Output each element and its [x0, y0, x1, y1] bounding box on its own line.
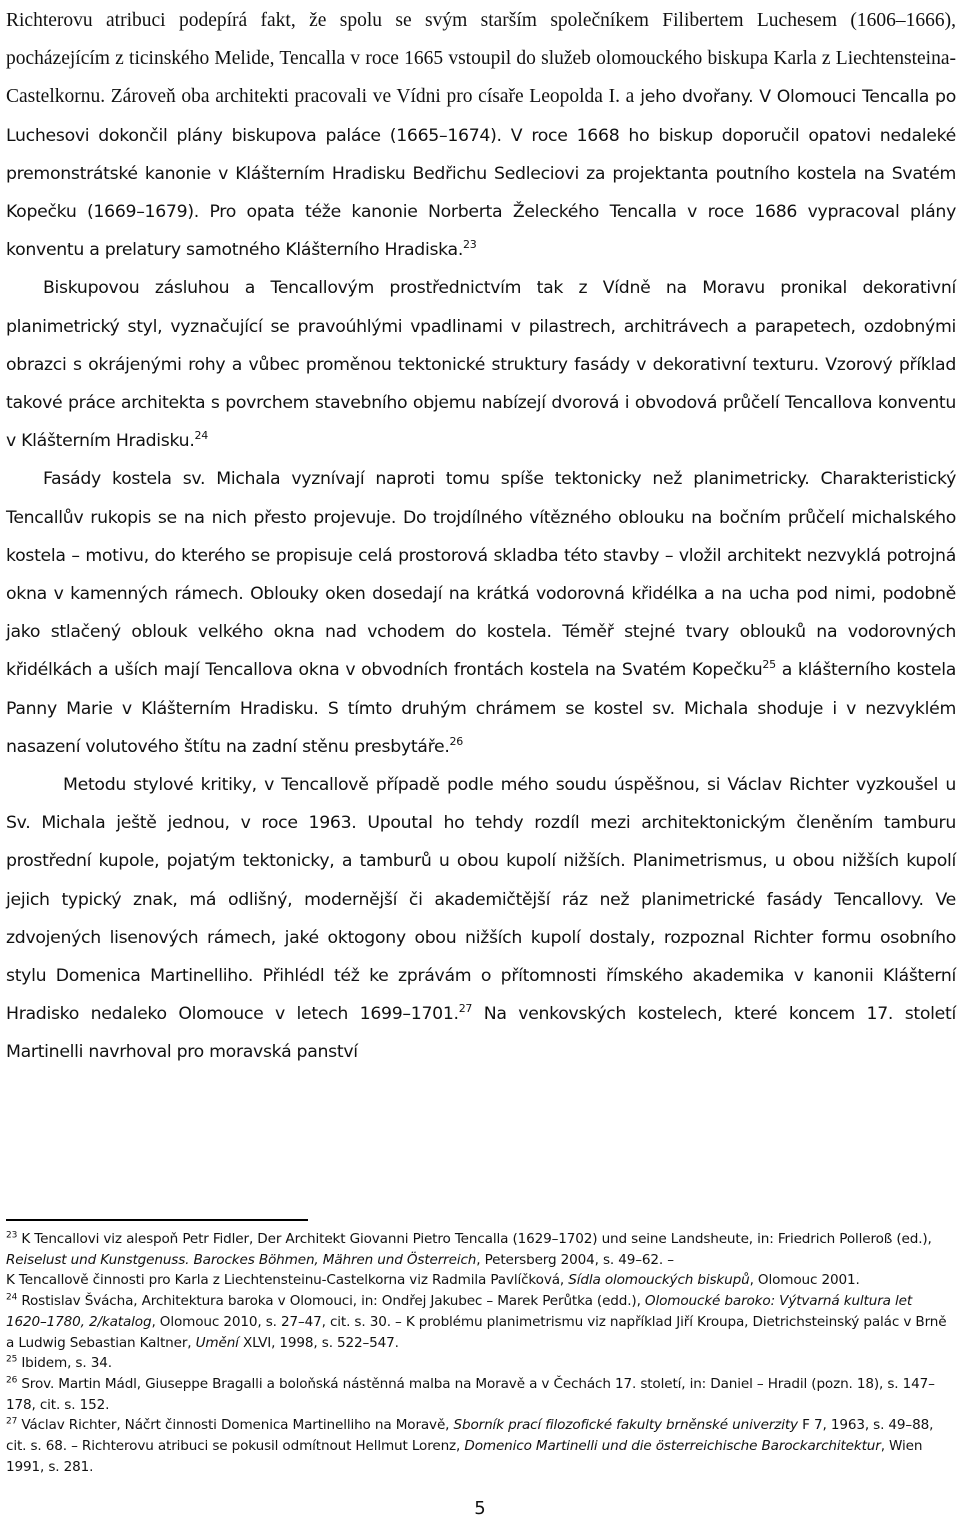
- footnote-text: Srov. Martin Mádl, Giuseppe Bragalli a boloňská nástěnná malba na Moravě a v Čechách 17. století, in: Daniel – Hradil (pozn. 18), s. 147–178, cit. s. 152.: [6, 1375, 935, 1413]
- footnote-text: K Tencallově činnosti pro Karla z Liechtensteinu-Castelkorna viz Radmila Pavlíčková,: [6, 1272, 565, 1289]
- paragraph-3-text-a: Fasády kostela sv. Michala vyznívají naproti tomu spíše tektonicky než planimetricky. Charakteristický Tencallův rukopis se na nich přesto projevuje. Do trojdílného vítězného oblouku na bočním průčelí michalského kostela – motivu, do kterého se propisuje celá prostorová skladba této stavby – vložil architekt nezvyklá potrojná okna v kamenných rámech. Oblouky oken dosedají na krátká vodorovná křidélka a na ucha pod nimi, podobně jako stlačený oblouk velkého okna nad vchodem do kostela. Téměř stejné tvary oblouků na vodorovných křidélkách a uších mají Tencallova okna v obvodních frontách kostela na Svatém Kopečku: [6, 469, 956, 681]
- footnote-text: , Wien 1991, s. 281.: [6, 1438, 923, 1475]
- footnote-ref-27[interactable]: 27: [458, 1002, 473, 1016]
- footnote-number: 25: [6, 1354, 18, 1365]
- footnote-23: [6, 1229, 954, 1291]
- footnote-ref-23[interactable]: 23: [463, 238, 477, 252]
- footnote-text: Rostislav Švácha, Architektura baroka v Olomouci, in: Ondřej Jakubec – Marek Perůtka (edd.),: [21, 1293, 641, 1310]
- page-number: 5: [474, 1498, 486, 1519]
- footnote-number: 24: [6, 1292, 18, 1303]
- footnote-number: 23: [6, 1230, 18, 1241]
- footnote-27: [6, 1415, 954, 1477]
- footnote-title-italic: Olomoucké baroko: Výtvarná kultura let 1620–1780, 2/katalog: [6, 1293, 912, 1330]
- footnote-title-italic: Reiselust und Kunstgenuss. Barockes Böhmen, Mähren und Österreich: [6, 1251, 477, 1268]
- body-text: [6, 2, 956, 1072]
- footnote-text: , Olomouc 2010, s. 27–47, cit. s. 30. – K problému planimetrismu viz například Jiří Kroupa, Dietrichsteinský palác v Brně a Ludwig Sebastian Kaltner,: [6, 1313, 947, 1351]
- paragraph-4: [6, 766, 956, 1072]
- paragraph-4-text-a: Metodu stylové kritiky, v Tencallově případě podle mého soudu úspěšnou, si Václav Richter vyzkoušel u Sv. Michala ještě jednou, v roce 1963. Upoutal ho tehdy rozdíl mezi architektonickým členěním tamburu prostřední kupole, pojatým tektonicky, a tamburů u obou kupolí nižších. Planimetrismus, u obou nižších kupolí jejich typický znak, má odlišný, modernější či akademičtější ráz než planimetrické fasády Tencallovy. Ve zdvojených lisenových rámech, jaké oktogony obou nižších kupolí dostaly, rozpoznal Richter formu osobního stylu Domenica Martinelliho. Přihlédl též ke zprávám o přítomnosti římského akademika v kanonii Klášterní Hradisko nedaleko Olomouce v letech 1699–1701.: [6, 775, 956, 1025]
- footnote-number: 26: [6, 1375, 18, 1386]
- footnote-text: Václav Richter, Náčrt činnosti Domenica Martinelliho na Moravě,: [21, 1417, 450, 1434]
- paragraph-1-sans-part: jeho dvořany. V Olomouci Tencalla po Luchesovi dokončil plány biskupova paláce (1665–1674). V roce 1668 ho biskup doporučil opatovi nedaleké premonstrátské kanonie v Klášterním Hradisku Bedřichu Sedleciovi za projektanta poutního kostela na Svatém Kopečku (1669–1679). Pro opata téže kanonie Norberta Želeckého Tencalla v roce 1686 vypracoval plány konventu a prelatury samotného Klášterního Hradiska.: [6, 87, 956, 261]
- footnote-text: Ibidem, s. 34.: [21, 1355, 112, 1372]
- footnote-ref-25[interactable]: 25: [762, 658, 776, 672]
- paragraph-4-text-b: Na venkovských kostelech, které koncem 17. století Martinelli navrhoval pro moravská panství: [6, 1004, 956, 1063]
- footnote-text: K Tencallovi viz alespoň Petr Fidler, Der Architekt Giovanni Pietro Tencalla (1629–1702) und seine Landsheute, in: Friedrich Polleroß (ed.),: [21, 1231, 932, 1247]
- footnote-text: , Olomouc 2001.: [749, 1272, 860, 1289]
- paragraph-1: [6, 2, 956, 269]
- footnote-text: , Petersberg 2004, s. 49–62. –: [476, 1251, 674, 1268]
- footnote-26: [6, 1374, 954, 1415]
- footnote-24: [6, 1291, 954, 1353]
- footnote-number: 27: [6, 1416, 18, 1427]
- footnote-separator: [6, 1219, 308, 1221]
- footnote-ref-26[interactable]: 26: [449, 735, 463, 749]
- footnote-title-italic: Sborník prací filozofické fakulty brněnské univerzity: [453, 1417, 798, 1434]
- footnotes: [6, 1229, 954, 1477]
- paragraph-2-text: Biskupovou zásluhou a Tencallovým prostřednictvím tak z Vídně na Moravu pronikal dekorativní planimetrický styl, vyznačující se pravoúhlými vpadlinami v pilastrech, architrávech a parapetech, ozdobnými obrazci s okrájenými rohy a vůbec proměnou tektonické struktury fasády v dekorativní texturu. Vzorový příklad takové práce architekta s povrchem stavebního objemu nabízejí dvorová i obvodová průčelí Tencallova konventu v Klášterním Hradisku.: [6, 278, 956, 452]
- paragraph-1-serif-part: Richterovu atribuci podepírá fakt, že spolu se svým starším společníkem Filibertem Luchesem (1606–1666), pocházejícím z ticinského Melide, Tencalla v roce 1665 vstoupil do služeb olomouckého biskupa Karla z Liechtensteina-Castelkornu. Zároveň oba architekti pracovali ve Vídni pro císaře Leopolda I. a: [6, 10, 956, 108]
- footnote-text: F 7, 1963, s. 49–88, cit. s. 68. – Richterovu atribuci se pokusil odmítnout Hellmut Lorenz,: [6, 1417, 934, 1455]
- footnote-25: [6, 1353, 954, 1374]
- footnote-text: XLVI, 1998, s. 522–547.: [242, 1334, 399, 1351]
- footnote-ref-24[interactable]: 24: [194, 429, 208, 443]
- footnote-title-italic: Umění: [195, 1334, 239, 1351]
- footnote-title-italic: Sídla olomouckých biskupů: [568, 1272, 750, 1289]
- footnote-title-italic: Domenico Martinelli und die österreichische Barockarchitektur: [464, 1438, 881, 1455]
- paragraph-3: [6, 460, 956, 766]
- paragraph-2: [6, 269, 956, 460]
- paragraph-3-text-b: a klášterního kostela Panny Marie v Klášterním Hradisku. S tímto druhým chrámem se kostel sv. Michala shoduje i v nezvyklém nasazení volutového štítu na zadní stěnu presbytáře.: [6, 660, 956, 757]
